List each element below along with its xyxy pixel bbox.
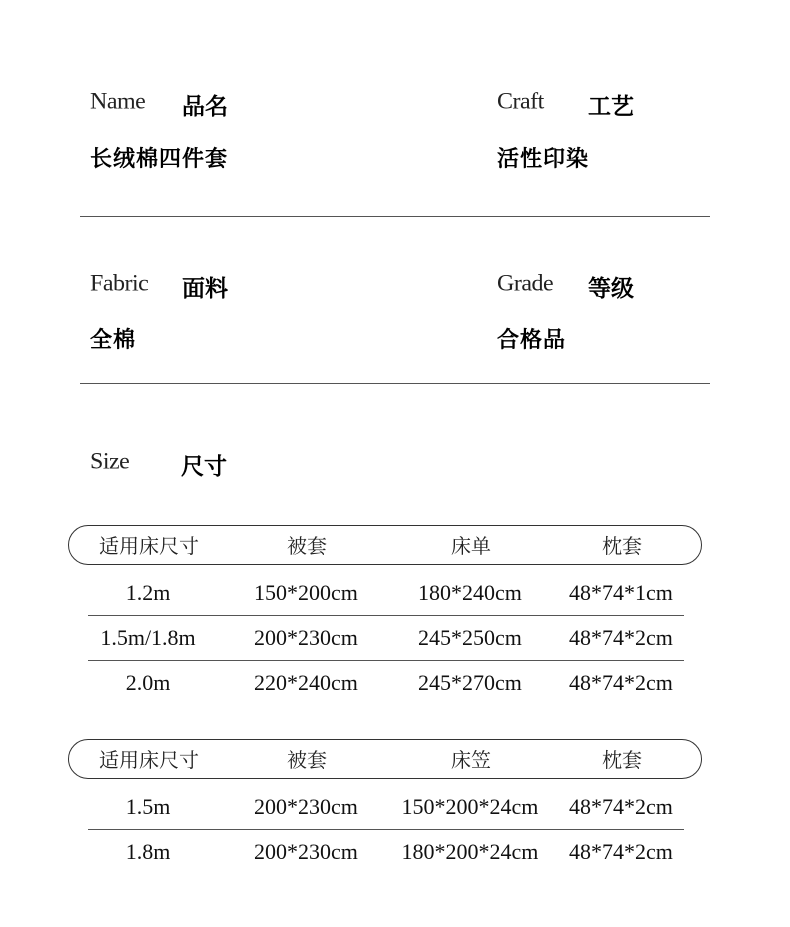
table1-header-cell: 适用床尺寸 bbox=[99, 534, 199, 558]
grade-label-zh: 等级 bbox=[588, 276, 634, 302]
name-value: 长绒棉四件套 bbox=[90, 147, 229, 172]
table-cell: 48*74*1cm bbox=[569, 580, 673, 605]
fabric-label-en: Fabric bbox=[90, 271, 149, 297]
table1-header-cell: 床单 bbox=[451, 534, 491, 558]
table-cell: 48*74*2cm bbox=[569, 794, 673, 819]
table2-header-cell: 枕套 bbox=[602, 748, 642, 772]
table2-header bbox=[68, 739, 702, 779]
table-cell: 150*200*24cm bbox=[401, 794, 539, 819]
table1-header-cell: 被套 bbox=[287, 534, 327, 558]
table-cell: 200*230cm bbox=[254, 794, 358, 819]
table-cell: 48*74*2cm bbox=[569, 625, 673, 650]
section-divider bbox=[80, 216, 710, 217]
table-cell: 200*230cm bbox=[254, 839, 358, 864]
table-cell: 2.0m bbox=[125, 670, 171, 695]
table-row bbox=[88, 830, 684, 874]
craft-value: 活性印染 bbox=[497, 147, 590, 172]
table-row bbox=[88, 571, 684, 616]
table1-header-cell: 枕套 bbox=[602, 534, 642, 558]
table2-header-cell: 适用床尺寸 bbox=[99, 748, 199, 772]
table-row bbox=[88, 785, 684, 830]
table-cell: 245*270cm bbox=[418, 670, 522, 695]
size-label-zh: 尺寸 bbox=[181, 454, 227, 480]
table-row bbox=[88, 616, 684, 661]
table-row bbox=[88, 661, 684, 705]
table-cell: 220*240cm bbox=[254, 670, 358, 695]
table-cell: 180*200*24cm bbox=[401, 839, 539, 864]
table-cell: 1.5m bbox=[125, 794, 171, 819]
name-label-en: Name bbox=[90, 89, 146, 115]
table-cell: 48*74*2cm bbox=[569, 670, 673, 695]
table-cell: 1.8m bbox=[125, 839, 171, 864]
table-cell: 1.5m/1.8m bbox=[100, 625, 196, 650]
table-cell: 200*230cm bbox=[254, 625, 358, 650]
table2-header-cell: 被套 bbox=[287, 748, 327, 772]
table-cell: 180*240cm bbox=[418, 580, 522, 605]
grade-value: 合格品 bbox=[497, 328, 567, 353]
table1-header bbox=[68, 525, 702, 565]
fabric-value: 全棉 bbox=[90, 328, 137, 353]
table-cell: 150*200cm bbox=[254, 580, 358, 605]
table-cell: 1.2m bbox=[125, 580, 171, 605]
craft-label-zh: 工艺 bbox=[588, 94, 634, 120]
craft-label-en: Craft bbox=[497, 89, 544, 115]
name-label-zh: 品名 bbox=[182, 94, 228, 120]
section-divider bbox=[80, 383, 710, 384]
table2-header-cell: 床笠 bbox=[451, 748, 491, 772]
table-cell: 48*74*2cm bbox=[569, 839, 673, 864]
fabric-label-zh: 面料 bbox=[182, 276, 228, 302]
size-label-en: Size bbox=[90, 449, 130, 475]
table-cell: 245*250cm bbox=[418, 625, 522, 650]
grade-label-en: Grade bbox=[497, 271, 554, 297]
